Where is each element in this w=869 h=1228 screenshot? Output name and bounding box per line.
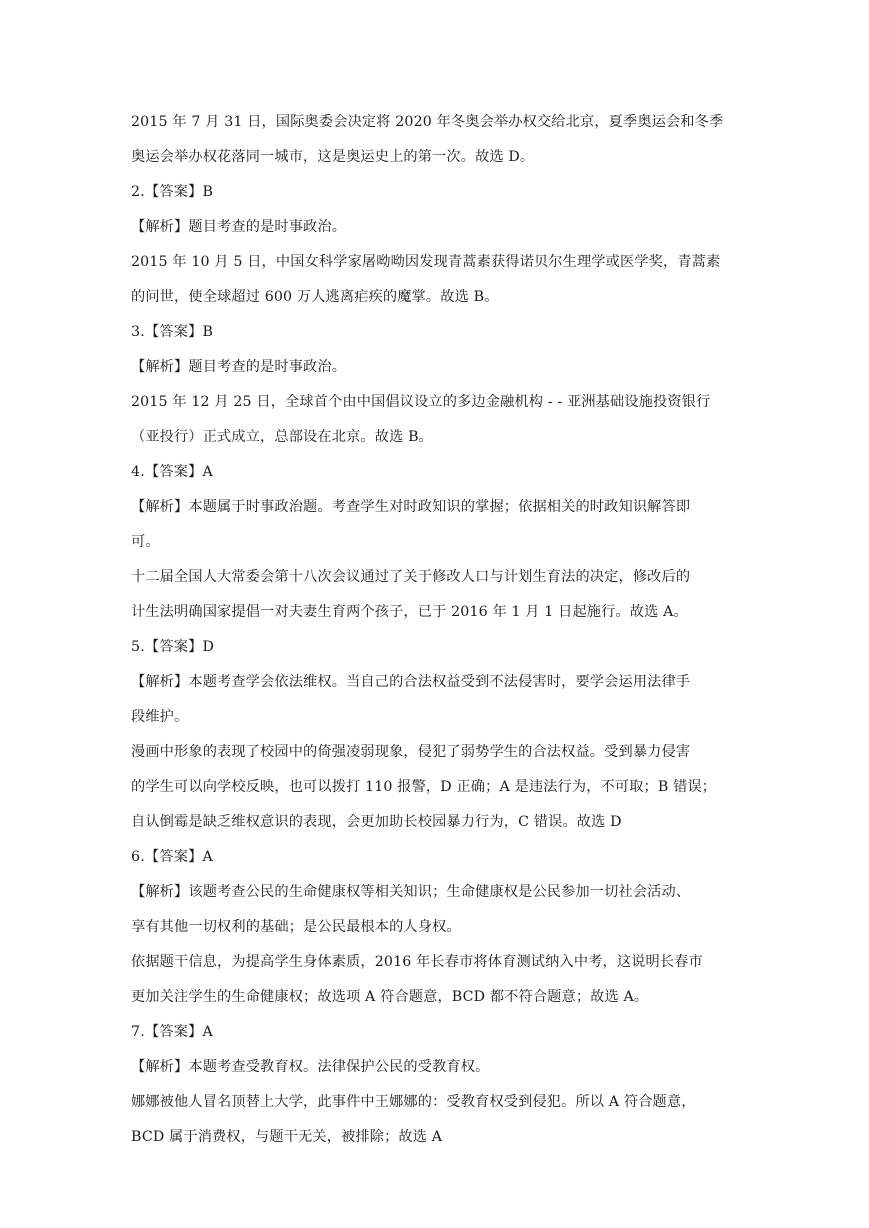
text-line: 2015 年 7 月 31 日，国际奥委会决定将 2020 年冬奥会举办权交给北京，夏季奥运会和冬季 — [131, 114, 724, 130]
text-line: （亚投行）正式成立，总部设在北京。故选 B。 — [131, 429, 433, 445]
answer-heading: 7.【答案】A — [131, 1024, 213, 1040]
text-line: 段维护。 — [131, 709, 189, 725]
analysis-line: 【解析】本题属于时事政治题。考查学生对时政知识的掌握；依据相关的时政知识解答即 — [131, 499, 691, 515]
analysis-line: 【解析】题目考查的是时事政治。 — [131, 219, 347, 235]
text-line: 2015 年 12 月 25 日，全球首个由中国倡议设立的多边金融机构 - - 亚洲基础设施投资银行 — [131, 394, 711, 410]
text-line: 可。 — [131, 534, 160, 550]
analysis-line: 【解析】本题考查学会依法维权。当自己的合法权益受到不法侵害时，要学会运用法律手 — [131, 674, 691, 690]
text-line: 更加关注学生的生命健康权；故选项 A 符合题意，BCD 都不符合题意；故选 A。 — [131, 989, 649, 1005]
answer-heading: 6.【答案】A — [131, 849, 213, 865]
text-line: 奥运会举办权花落同一城市，这是奥运史上的第一次。故选 D。 — [131, 149, 535, 165]
text-line: BCD 属于消费权，与题干无关，被排除；故选 A — [131, 1129, 443, 1145]
text-line: 漫画中形象的表现了校园中的倚强凌弱现象，侵犯了弱势学生的合法权益。受到暴力侵害 — [131, 744, 691, 760]
text-line: 娜娜被他人冒名顶替上大学，此事件中王娜娜的：受教育权受到侵犯。所以 A 符合题意， — [131, 1094, 696, 1110]
text-line: 享有其他一切权利的基础；是公民最根本的人身权。 — [131, 919, 461, 935]
analysis-line: 【解析】该题考查公民的生命健康权等相关知识；生命健康权是公民参加一切社会活动、 — [131, 884, 691, 900]
analysis-line: 【解析】题目考查的是时事政治。 — [131, 359, 347, 375]
text-line: 十二届全国人大常委会第十八次会议通过了关于修改人口与计划生育法的决定，修改后的 — [131, 569, 691, 585]
text-line: 的学生可以向学校反映，也可以拨打 110 报警，D 正确；A 是违法行为，不可取；B 错误； — [131, 779, 717, 795]
answer-heading: 3.【答案】B — [131, 324, 214, 340]
answer-heading: 4.【答案】A — [131, 464, 213, 480]
text-line: 2015 年 10 月 5 日，中国女科学家屠呦呦因发现青蒿素获得诺贝尔生理学或医学奖，青蒿素 — [131, 254, 721, 270]
text-line: 依据题干信息，为提高学生身体素质，2016 年长春市将体育测试纳入中考，这说明长春市 — [131, 954, 703, 970]
text-line: 计生法明确国家提倡一对夫妻生育两个孩子，已于 2016 年 1 月 1 日起施行。故选 A。 — [131, 604, 688, 620]
answer-heading: 5.【答案】D — [131, 639, 215, 655]
answer-heading: 2.【答案】B — [131, 184, 214, 200]
analysis-line: 【解析】本题考查受教育权。法律保护公民的受教育权。 — [131, 1059, 490, 1075]
text-line: 的问世，使全球超过 600 万人逃离疟疾的魔掌。故选 B。 — [131, 289, 499, 305]
text-line: 自认倒霉是缺乏维权意识的表现，会更加助长校园暴力行为，C 错误。故选 D — [131, 814, 622, 830]
